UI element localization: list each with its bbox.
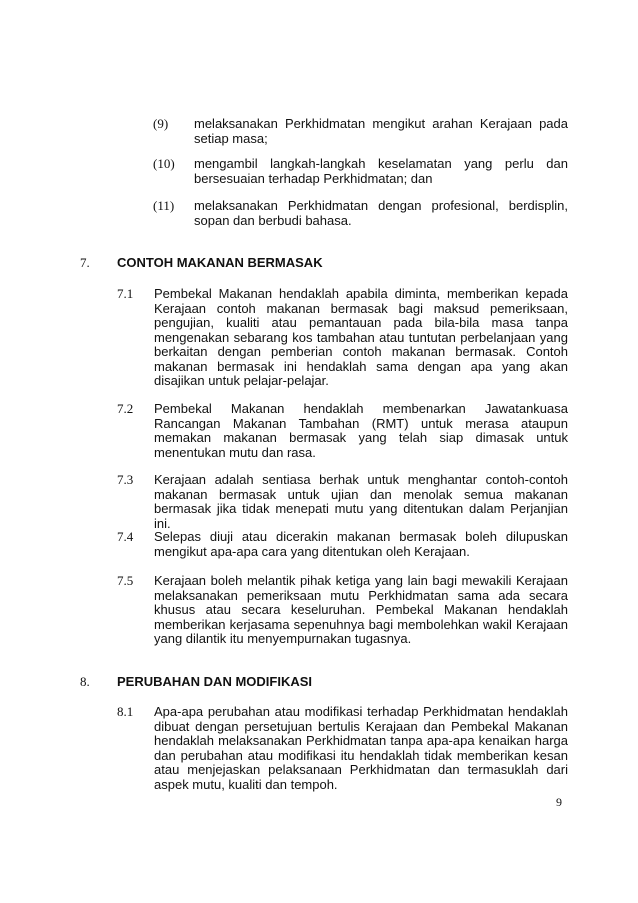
section-title: CONTOH MAKANAN BERMASAK — [117, 255, 323, 270]
item-text: mengambil langkah-langkah keselamatan yang perlu dan bersesuaian terhadap Perkhidmatan; dan — [194, 156, 568, 186]
clause-number: 7.2 — [117, 401, 134, 416]
clause-number: 7.3 — [117, 472, 134, 487]
clause-text: Selepas diuji atau dicerakin makanan bermasak boleh dilupuskan mengikut apa-apa cara yang ditentukan oleh Kerajaan. — [154, 529, 568, 559]
clause-number: 7.5 — [117, 573, 134, 588]
clause-number: 7.4 — [117, 529, 134, 544]
item-text: melaksanakan Perkhidmatan mengikut arahan Kerajaan pada setiap masa; — [194, 116, 568, 146]
clause-number: 7.1 — [117, 286, 134, 301]
section-number: 8. — [80, 674, 90, 689]
clause-text: Kerajaan adalah sentiasa berhak untuk menghantar contoh-contoh makanan bermasak untuk ujian dan menolak semua makanan bermasak jika tidak menepati mutu yang ditentukan dalam Perjanjian ini. — [154, 472, 568, 531]
clause-number: 8.1 — [117, 704, 134, 719]
section-title: PERUBAHAN DAN MODIFIKASI — [117, 674, 312, 689]
clause-text: Pembekal Makanan hendaklah apabila diminta, memberikan kepada Kerajaan contoh makanan bermasak bagi maksud pemeriksaan, pengujian, kualiti atau pemantauan pada bila-bila masa tanpa mengenakan sebarang kos tambahan atau tuntutan perbelanjaan yang berkaitan dengan pemberian contoh makanan bermasak. Contoh makanan bermasak ini hendaklah sama dengan apa yang akan disajikan untuk pelajar-pelajar. — [154, 286, 568, 388]
item-text: melaksanakan Perkhidmatan dengan profesional, berdisplin, sopan dan berbudi bahasa. — [194, 198, 568, 228]
section-number: 7. — [80, 255, 90, 270]
item-number: (9) — [153, 116, 169, 131]
item-number: (11) — [153, 198, 175, 213]
clause-text: Kerajaan boleh melantik pihak ketiga yang lain bagi mewakili Kerajaan melaksanakan pemeriksaan mutu Perkhidmatan sama ada secara khusus atau secara keseluruhan. Pembekal Makanan hendaklah memberikan kerjasama sepenuhnya bagi membolehkan wakil Kerajaan yang dilantik itu menyempurnakan tugasnya. — [154, 573, 568, 646]
clause-text: Apa-apa perubahan atau modifikasi terhadap Perkhidmatan hendaklah dibuat dengan persetujuan bertulis Kerajaan dan Pembekal Makanan hendaklah melaksanakan Perkhidmatan tanpa apa-apa kenaikan harga dan perubahan atau modifikasi itu hendaklah tidak memberikan kesan atau menjejaskan pelaksanaan Perkhidmatan dan termasuklah dari aspek mutu, kualiti dan tempoh. — [154, 704, 568, 792]
page-number: 9 — [556, 795, 562, 809]
clause-text: Pembekal Makanan hendaklah membenarkan Jawatankuasa Rancangan Makanan Tambahan (RMT) untuk merasa ataupun memakan makanan bermasak yang telah siap dimasak untuk menentukan mutu dan rasa. — [154, 401, 568, 460]
item-number: (10) — [153, 156, 175, 171]
